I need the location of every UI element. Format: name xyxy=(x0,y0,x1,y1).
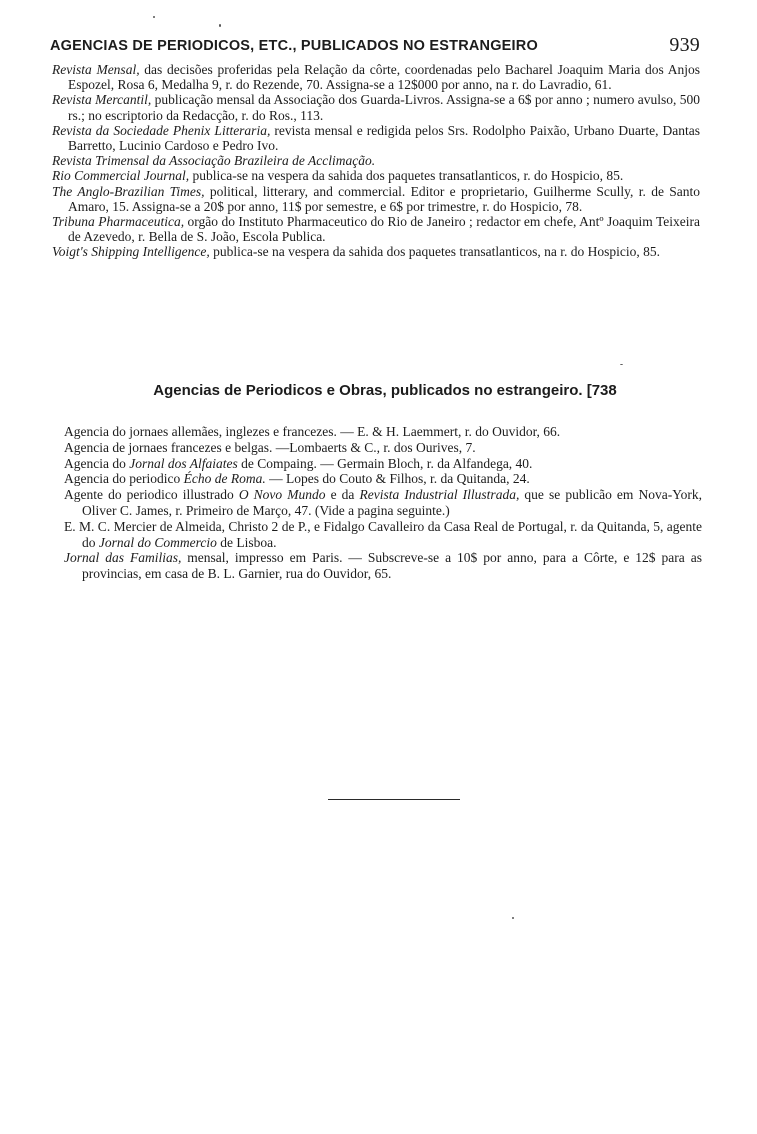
list-item xyxy=(64,519,702,551)
periodical-name: The Anglo-Brazilian Times, xyxy=(52,183,205,199)
list-item xyxy=(64,424,702,440)
entry-text: de Compaing. — Germain Bloch, r. da Alfandega, 40. xyxy=(237,455,533,471)
periodical-name: Écho de Roma. xyxy=(183,471,266,487)
entry-text: Agencia de jornaes francezes e belgas. —Lombaerts & C., r. dos Ourives, 7. xyxy=(64,439,476,455)
print-speck xyxy=(512,917,514,919)
list-item xyxy=(52,214,700,244)
entry-text: revista mensal e redigida pelos Srs. Rodolpho Paixão, Urbano Duarte, Dantas Barretto, Lucinio Cardoso e Pedro Ivo. xyxy=(68,122,701,154)
list-item xyxy=(52,62,700,92)
entry-text: publicação mensal da Associação dos Guarda-Livros. Assigna-se a 6$ por anno ; numero avulso, 500 rs.; no escriptorio da Redacção, r. do Ros., 113. xyxy=(68,92,700,123)
section-divider xyxy=(328,799,460,800)
periodical-name: O Novo Mundo xyxy=(238,487,326,503)
entry-text: Agencia do xyxy=(64,455,130,471)
periodical-name: Jornal das Familias, xyxy=(64,550,182,566)
entry-text: de Lisboa. xyxy=(216,534,277,550)
entry-text: das decisões proferidas pela Relação da côrte, coordenadas pelo Bacharel Joaquim Maria dos Anjos Espozel, Rosa 6, Medalha 9, r. do Rezende, 70. Assigna-se a 12$000 por anno, na r. do Lavradio, 61. xyxy=(68,62,700,93)
entry-text: publica-se na vespera da sahida dos paquetes transatlanticos, na r. do Hospicio, 85. xyxy=(209,244,660,260)
list-item xyxy=(52,184,700,214)
entry-text: — Lopes do Couto & Filhos, r. da Quitanda, 24. xyxy=(265,471,530,487)
list-item xyxy=(64,550,702,582)
section-heading: Agencias de Periodicos e Obras, publicados no estrangeiro. [738 xyxy=(153,382,617,399)
print-speck xyxy=(153,16,155,18)
periodical-name: Jornal do Commercio xyxy=(98,534,217,550)
entry-text: orgão do Instituto Pharmaceutico do Rio de Janeiro ; redactor em chefe, Antº Joaquim Teixeira de Azevedo, r. Bella de S. João, Escola Publica. xyxy=(68,214,700,245)
list-item xyxy=(52,168,700,183)
entry-text: Agente do periodico illustrado xyxy=(64,487,239,503)
page-number: 939 xyxy=(669,34,700,56)
print-speck xyxy=(219,24,221,27)
periodical-name: Jornal dos Alfaiates xyxy=(129,455,238,471)
entry-text: Agencia do periodico xyxy=(64,471,184,487)
list-item xyxy=(52,153,700,168)
entry-text: mensal, impresso em Paris. — Subscreve-se a 10$ por anno, para a Côrte, e 12$ para as provincias, em casa de B. L. Garnier, rua do Ouvidor, 65. xyxy=(82,550,702,582)
list-item xyxy=(52,244,700,259)
entry-text: Agencia do jornaes allemães, inglezes e francezes. — E. & H. Laemmert, r. do Ouvidor, 66. xyxy=(64,424,561,439)
periodical-name: Revista da Sociedade Phenix Litteraria, xyxy=(52,122,271,138)
periodical-name: Tribuna Pharmaceutica, xyxy=(52,214,185,230)
periodical-name: Revista Industrial Illustrada, xyxy=(359,487,520,503)
list-item xyxy=(64,456,702,472)
periodical-name: Revista Mensal, xyxy=(52,62,140,77)
entry-text: publica-se na vespera da sahida dos paquetes transatlanticos, r. do Hospicio, 85. xyxy=(189,168,624,184)
list-item xyxy=(52,92,700,122)
running-header-title: AGENCIAS DE PERIODICOS, ETC., PUBLICADOS NO ESTRANGEIRO xyxy=(50,38,538,54)
entry-text: E. M. C. Mercier de Almeida, Christo 2 de P., e Fidalgo Cavalleiro da Casa Real de Portugal, r. da Quitanda, 5, agente do xyxy=(64,518,702,550)
entry-text: e da xyxy=(325,487,360,503)
print-speck xyxy=(620,364,623,365)
entry-text: political, litterary, and commercial. Editor e proprietario, Guilherme Scully, r. de Santo Amaro, 15. Assigna-se a 20$ por anno, 11$ por semestre, e 6$ por trimestre, r. do Hospicio, 78. xyxy=(68,183,701,214)
running-header xyxy=(50,34,700,58)
agencies-list xyxy=(64,424,702,582)
list-item xyxy=(64,440,702,456)
periodical-name: Revista Mercantil, xyxy=(52,92,152,108)
periodical-name: Revista Trimensal da Associação Brazileira de Acclimação. xyxy=(52,153,376,169)
periodical-name: Rio Commercial Journal, xyxy=(52,168,190,184)
periodicals-list xyxy=(52,62,700,260)
list-item xyxy=(52,123,700,153)
entry-text: que se publicão em Nova-York, Oliver C. James, r. Primeiro de Março, 47. (Vide a pagina seguinte.) xyxy=(82,487,702,518)
periodical-name: Voigt's Shipping Intelligence, xyxy=(52,244,210,260)
list-item xyxy=(64,471,702,487)
list-item xyxy=(64,487,702,519)
